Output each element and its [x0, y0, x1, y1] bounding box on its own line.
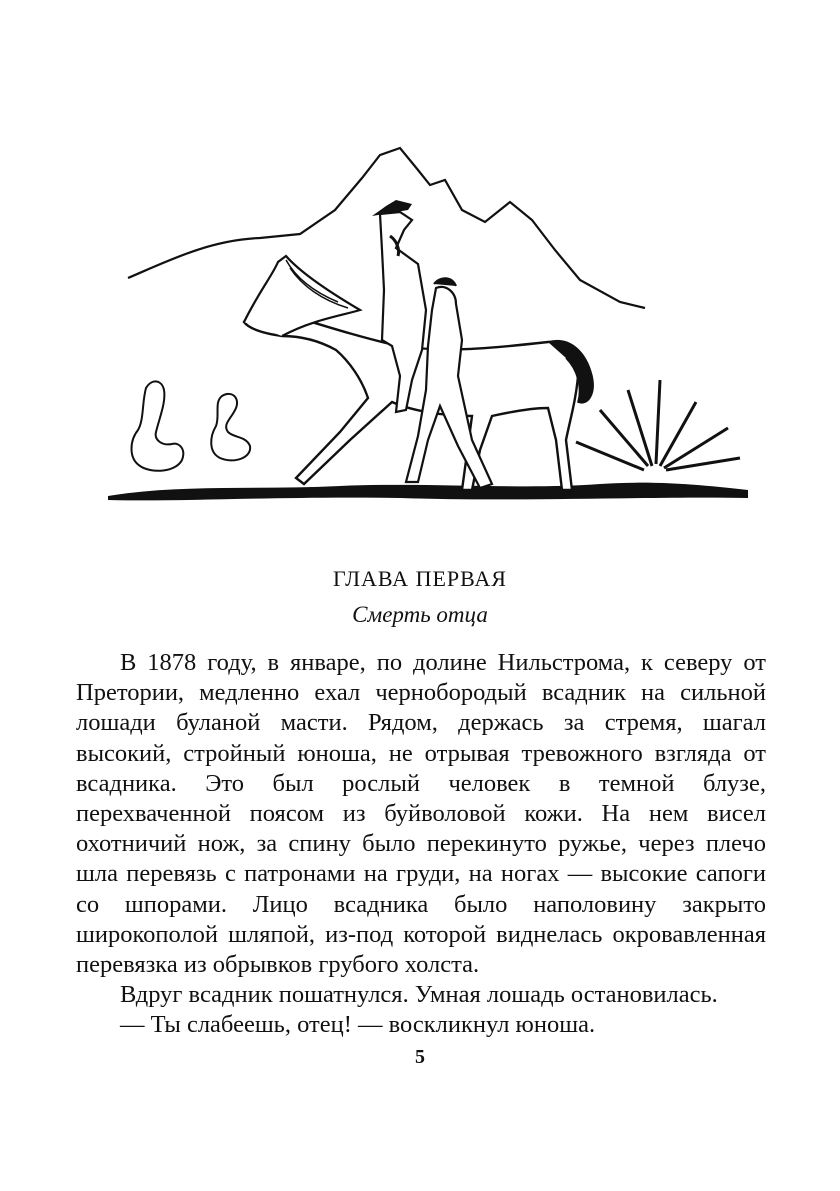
body-text	[76, 648, 766, 1041]
paragraph: В 1878 году, в январе, по долине Нильстрома, к северу от Претории, медленно ехал чернобородый всадник на сильной лошади буланой масти. Рядом, держась за стремя, шагал высокий, стройный юноша, не отрывая тревожного взгляда от всадника. Это был рослый человек в темной блузе, перехваченной поясом из буйволовой кожи. На нем висел охотничий нож, за спину было перекинуто ружье, через плечо шла перевязь с патронами на груди, на ногах — высокие сапоги со шпорами. Лицо всадника было наполовину закрыто широкополой шляпой, из-под которой виднелась окровавленная перевязка из обрывков грубого холста.	[76, 649, 766, 979]
paragraph: Вдруг всадник пошатнулся. Умная лошадь остановилась.	[120, 981, 718, 1009]
chapter-title: Смерть отца	[352, 602, 488, 627]
rider-illustration	[100, 140, 760, 520]
paragraph: — Ты слабеешь, отец! — воскликнул юноша.	[120, 1011, 596, 1039]
page-number: 5	[415, 1046, 425, 1068]
chapter-heading: ГЛАВА ПЕРВАЯ	[333, 566, 507, 591]
